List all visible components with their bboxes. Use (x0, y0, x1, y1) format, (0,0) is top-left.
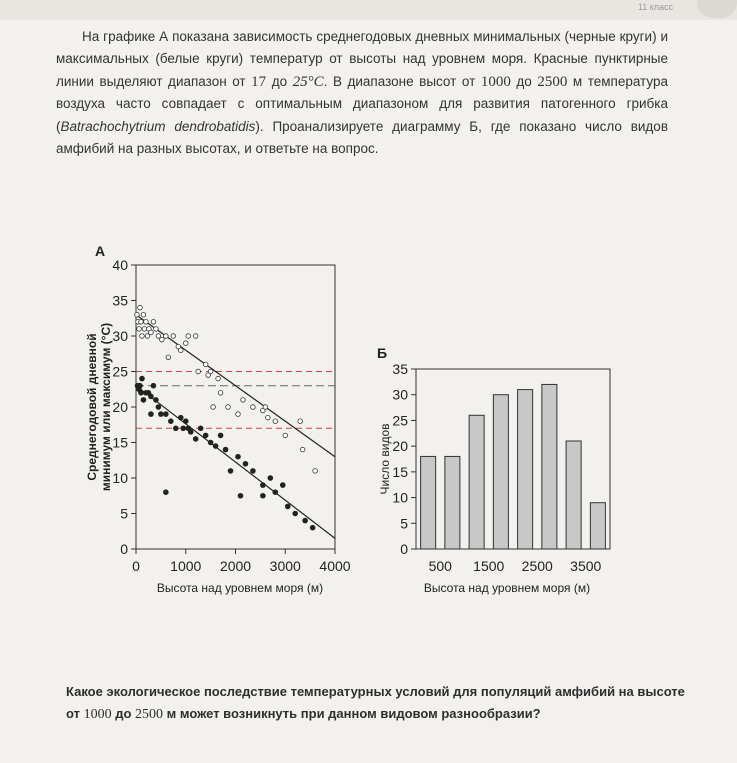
y-tick-label-b: 0 (400, 541, 408, 557)
y-tick-label-a: 15 (112, 434, 128, 451)
species-name: Batrachochytrium dendrobatidis (60, 118, 256, 134)
menu-button[interactable] (697, 0, 737, 18)
min-temp-point (218, 433, 224, 439)
min-temp-point (151, 383, 157, 389)
y-tick-label-b: 10 (392, 489, 408, 506)
chart-b (372, 340, 632, 700)
min-temp-point (273, 489, 279, 495)
max-temp-point (283, 433, 288, 438)
max-temp-point (137, 327, 142, 332)
min-temp-point (139, 376, 145, 382)
max-temp-point (216, 376, 221, 381)
q-height-high: 2500 (135, 707, 164, 722)
x-axis-label-a: Высота над уровнем моря (м) (156, 581, 324, 595)
min-temp-point (260, 493, 266, 499)
top-bar (0, 0, 737, 20)
min-temp-point (183, 418, 189, 424)
min-temp-point (243, 461, 249, 467)
bar (493, 395, 508, 549)
intro-part: На графике А показана зависимость среднегодовых дневных минимальных (черные круги) и максимальных (белые круги) температур от высоты над уровнем моря. Красные пунктирные линии выделяют диапазон от (56, 29, 668, 89)
min-temp-point (228, 468, 234, 474)
y-tick-label-b: 5 (400, 515, 408, 532)
min-temp-point (178, 415, 184, 421)
max-temp-point (241, 398, 246, 403)
intro-part: м температура воздуха часто совпадает с оптимальным диапазоном для развития патогенного грибка ( (56, 73, 668, 134)
intro-part: до (510, 73, 538, 89)
height-high: 2500 (537, 73, 568, 90)
max-temp-point (313, 469, 318, 474)
chart-a (80, 240, 360, 600)
max-temp-point (141, 312, 146, 317)
x-tick-label-a: 1000 (170, 558, 202, 574)
min-temp-point (213, 443, 219, 449)
y-tick-label-a: 5 (120, 505, 128, 522)
min-temp-point (148, 394, 154, 400)
min-temp-point (203, 433, 209, 439)
min-temp-point (141, 397, 147, 403)
min-temp-point (173, 426, 179, 432)
bar (469, 415, 484, 549)
max-temp-point (266, 415, 271, 420)
y-tick-label-b: 30 (392, 386, 408, 403)
y-tick-label-a: 30 (112, 328, 128, 344)
x-tick-label-b: 500 (428, 558, 452, 574)
min-temp-point (156, 404, 162, 410)
min-temp-point (148, 411, 154, 417)
min-temp-point (163, 411, 169, 417)
bar (566, 441, 581, 549)
bar (445, 456, 460, 549)
min-temp-point (168, 418, 174, 424)
min-temp-point (153, 397, 159, 403)
max-temp-point (298, 419, 303, 424)
max-temp-point (183, 341, 188, 346)
max-temp-point (178, 348, 183, 353)
x-tick-label-a: 3000 (269, 558, 301, 574)
question-text (66, 681, 686, 726)
max-temp-point (151, 320, 156, 325)
min-temp-point (302, 518, 308, 524)
y-tick-label-a: 10 (112, 470, 128, 486)
grade-label: 11 класс (637, 2, 673, 12)
max-temp-point (139, 320, 144, 325)
q-height-low: 1000 (83, 707, 112, 722)
bar (518, 390, 533, 549)
max-temp-point (138, 305, 143, 310)
x-tick-label-b: 3500 (570, 558, 602, 574)
height-low: 1000 (480, 73, 511, 90)
min-temp-point (163, 489, 169, 495)
min-temp-point (223, 447, 229, 453)
question-part: до (111, 706, 136, 721)
y-axis-label-b: Число видов (378, 423, 392, 495)
max-temp-point (149, 330, 154, 335)
x-tick-label-b: 2500 (521, 558, 553, 574)
min-temp-point (198, 426, 204, 432)
intro-text (56, 26, 668, 160)
max-temp-point (196, 369, 201, 374)
max-temp-point (154, 327, 159, 332)
y-axis-label-a-line2: минимум или максимум (°C) (99, 322, 113, 492)
min-temp-point (158, 411, 164, 417)
intro-part: . В диапазоне высот от (323, 73, 481, 89)
max-temp-point (171, 334, 176, 339)
max-temp-point (263, 405, 268, 410)
max-temp-point (135, 312, 140, 317)
min-temp-point (193, 436, 199, 442)
x-tick-label-a: 0 (132, 558, 140, 574)
min-temp-point (268, 475, 274, 481)
max-temp-point (142, 327, 147, 332)
min-temp-point (235, 454, 241, 460)
min-temp-point (188, 429, 194, 435)
min-temp-point (280, 482, 286, 488)
question-part: Какое экологическое последствие температурных условий для популяций амфибий на высоте от (66, 684, 685, 721)
min-temp-point (292, 511, 298, 517)
max-temp-point (218, 391, 223, 396)
temp-high: 25°C (292, 73, 324, 90)
plot-frame-a (136, 265, 335, 549)
y-axis-label-a-line1: Среднегодовой дневной (85, 333, 99, 481)
temp-low: 17 (251, 73, 267, 90)
bar (590, 503, 605, 549)
intro-part: до (266, 73, 293, 89)
min-temp-point (138, 390, 144, 396)
max-temp-point (164, 334, 169, 339)
question-part: м может возникнуть при данном видовом разнообразии? (163, 706, 541, 721)
x-tick-label-a: 4000 (319, 558, 351, 574)
max-temp-point (211, 405, 216, 410)
min-temp-point (310, 525, 316, 531)
max-temp-point (166, 355, 171, 360)
min-temp-point (238, 493, 244, 499)
y-tick-label-b: 35 (392, 361, 408, 377)
min-temp-point (137, 383, 143, 389)
min-temp-point (180, 426, 186, 432)
y-tick-label-b: 20 (392, 438, 408, 455)
min-temp-point (250, 468, 256, 474)
max-temp-point (203, 362, 208, 367)
max-temp-point (251, 405, 256, 410)
max-temp-point (193, 334, 198, 339)
y-tick-label-a: 0 (120, 541, 128, 557)
max-temp-point (208, 369, 213, 374)
max-temp-point (300, 447, 305, 452)
y-tick-label-a: 20 (112, 399, 128, 415)
max-temp-point (144, 320, 149, 325)
min-temp-point (260, 482, 266, 488)
x-axis-label-b: Высота над уровнем моря (м) (423, 581, 591, 595)
y-tick-label-b: 25 (392, 412, 408, 429)
bar (421, 456, 436, 549)
max-temp-point (273, 419, 278, 424)
min-temp-point (208, 440, 214, 446)
bar (542, 384, 557, 549)
panel-label-a: А (95, 243, 106, 259)
x-tick-label-b: 1500 (473, 558, 505, 574)
max-temp-point (236, 412, 241, 417)
panel-label-b: Б (377, 345, 388, 361)
y-tick-label-a: 40 (112, 257, 128, 273)
max-temp-point (160, 337, 165, 342)
max-temp-point (140, 334, 145, 339)
min-trend-line (136, 386, 335, 539)
y-tick-label-a: 25 (112, 363, 128, 380)
y-tick-label-a: 35 (112, 292, 128, 309)
max-temp-point (186, 334, 191, 339)
intro-part: ). Проанализируете диаграмму Б, где показано число видов амфибий на разных высотах, и ответьте на вопрос. (56, 118, 668, 157)
min-temp-point (285, 504, 291, 510)
y-tick-label-b: 15 (392, 463, 408, 480)
x-tick-label-a: 2000 (219, 558, 252, 574)
max-temp-point (226, 405, 231, 410)
